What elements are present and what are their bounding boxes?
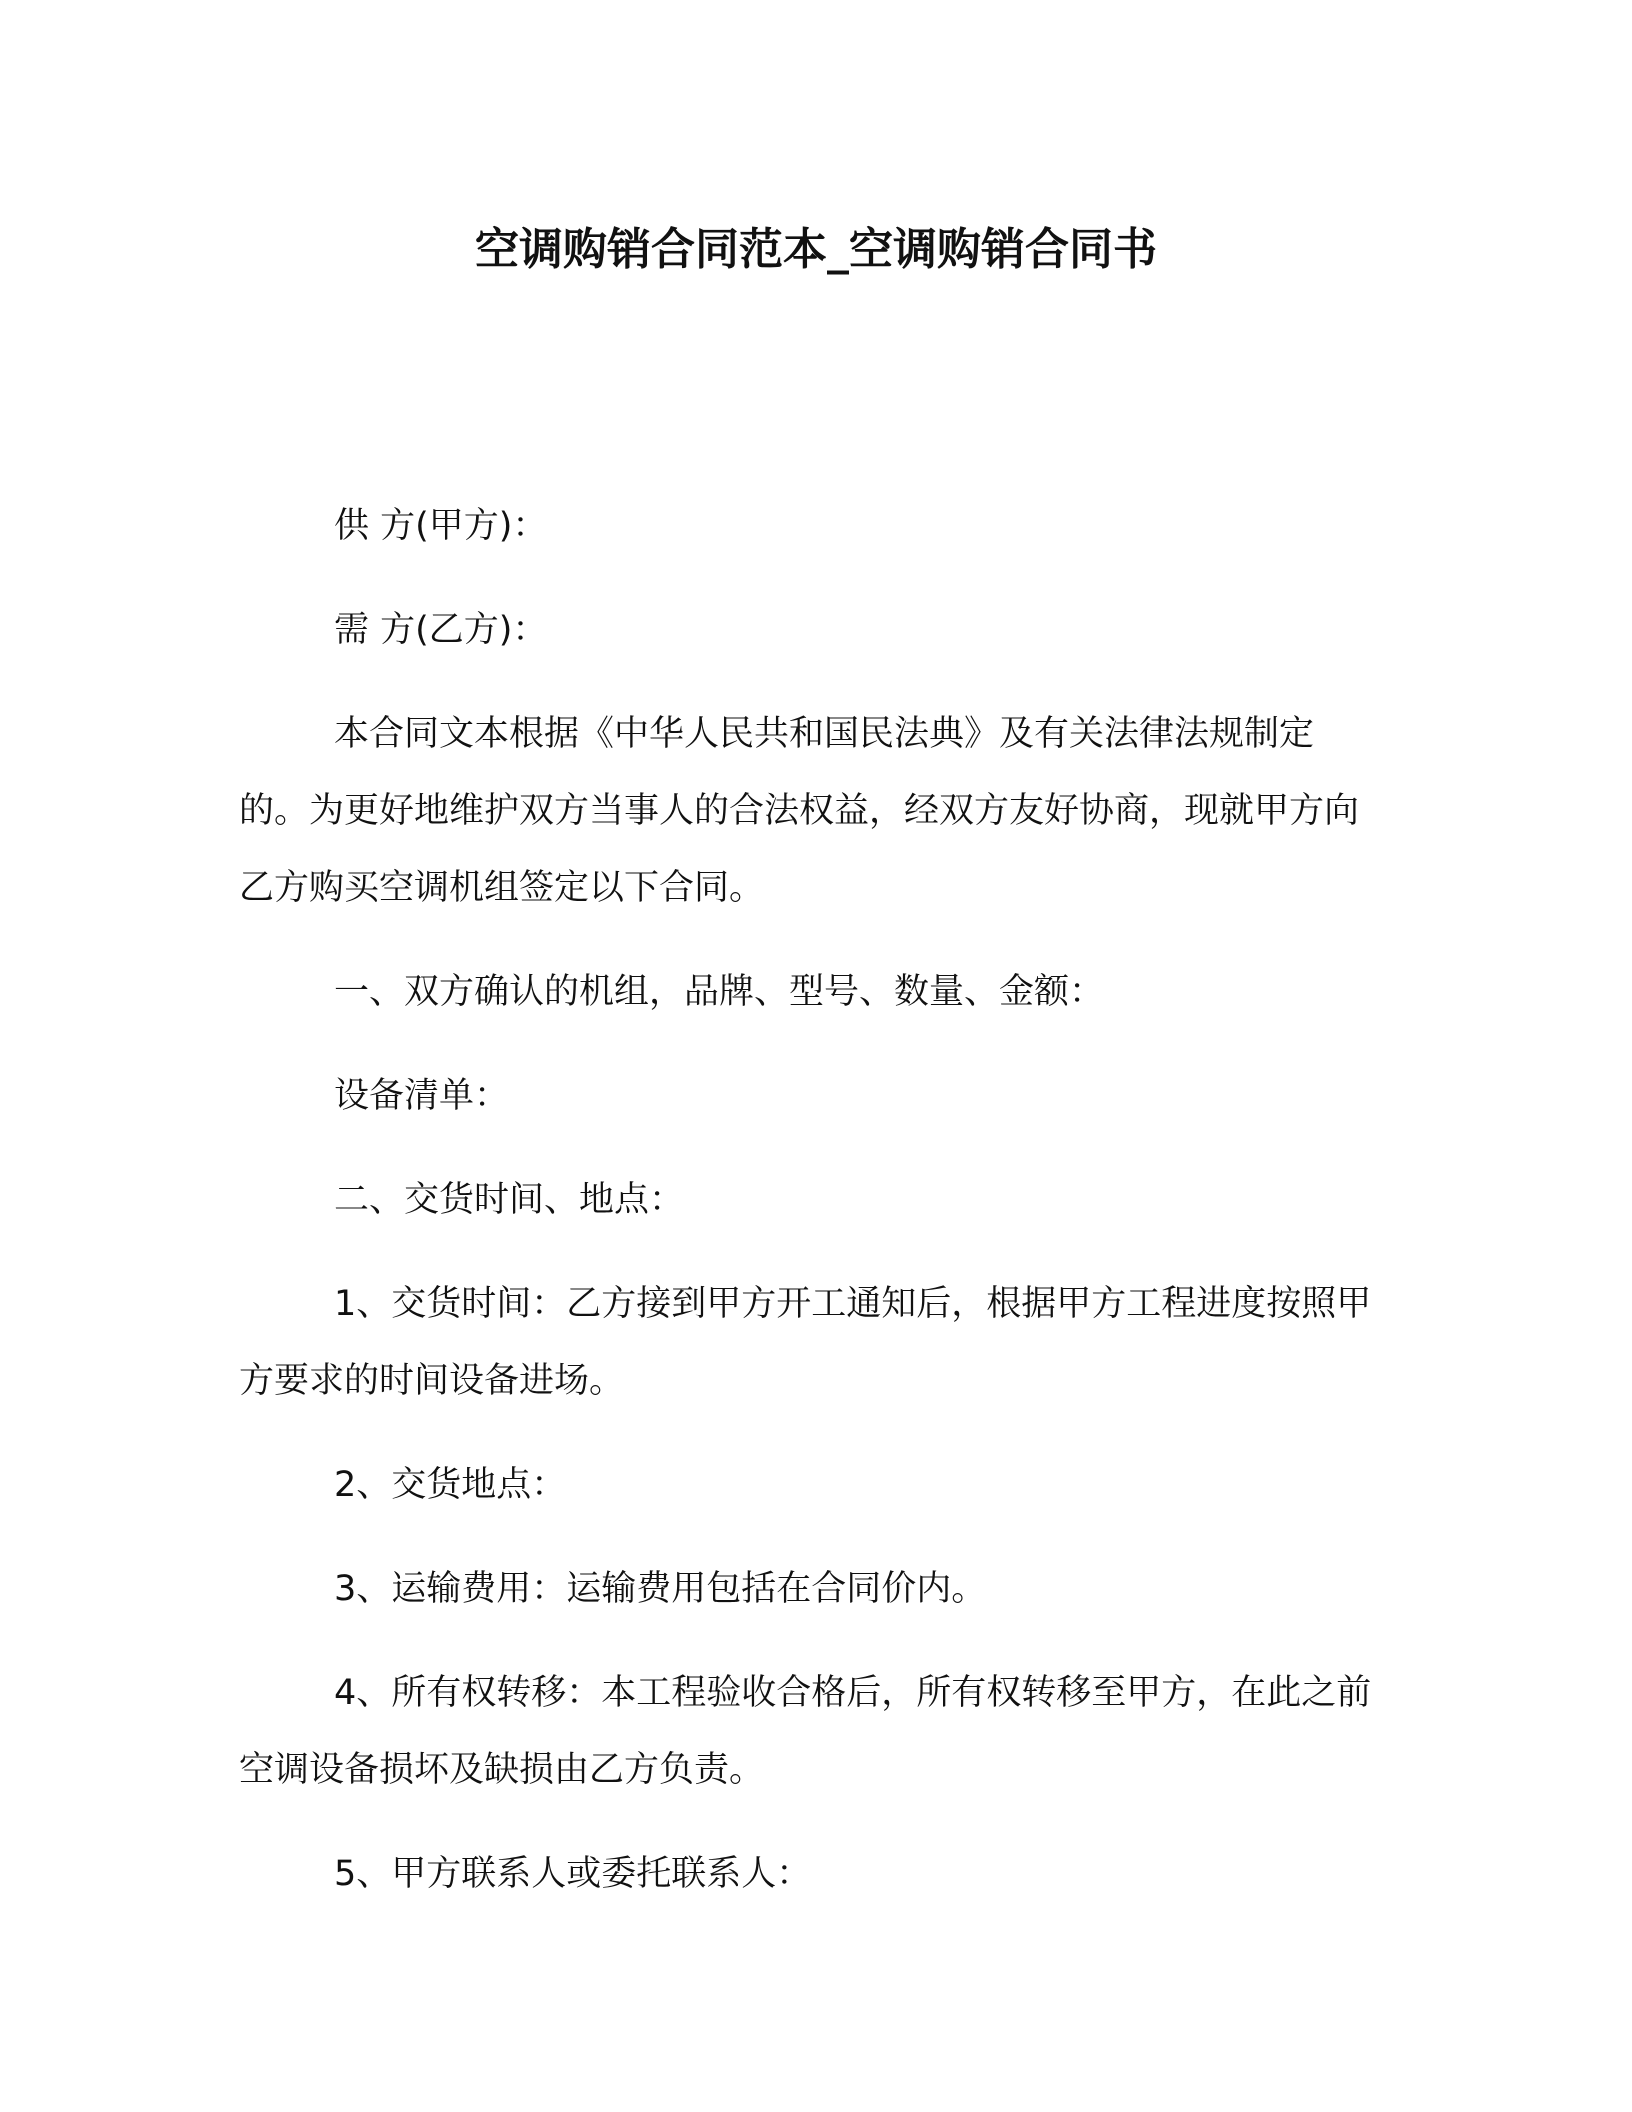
paragraph-section-1: 一、双方确认的机组，品牌、型号、数量、金额：: [334, 972, 1105, 1012]
paragraph-contact-person: 5、甲方联系人或委托联系人：: [334, 1854, 812, 1894]
document-body: [239, 488, 1379, 1940]
paragraph-transport-cost: 3、运输费用：运输费用包括在合同价内。: [334, 1569, 987, 1609]
paragraph-delivery-place: 2、交货地点：: [334, 1465, 567, 1505]
paragraph-buyer: 需 方(乙方)：: [334, 610, 548, 650]
paragraph-delivery-time: 1、交货时间：乙方接到甲方开工通知后，根据甲方工程进度按照甲方要求的时间设备进场。: [239, 1284, 1372, 1401]
document-title: 空调购销合同范本_空调购销合同书: [475, 224, 1157, 275]
paragraph-equipment-list: 设备清单：: [334, 1076, 510, 1116]
paragraph-intro: 本合同文本根据《中华人民共和国民法典》及有关法律法规制定的。为更好地维护双方当事人的合法权益，经双方友好协商，现就甲方向乙方购买空调机组签定以下合同。: [239, 714, 1360, 908]
paragraph-ownership-transfer: 4、所有权转移：本工程验收合格后，所有权转移至甲方，在此之前空调设备损坏及缺损由乙方负责。: [239, 1673, 1372, 1790]
paragraph-supplier: 供 方(甲方)：: [334, 506, 548, 546]
paragraph-section-2: 二、交货时间、地点：: [334, 1180, 685, 1220]
